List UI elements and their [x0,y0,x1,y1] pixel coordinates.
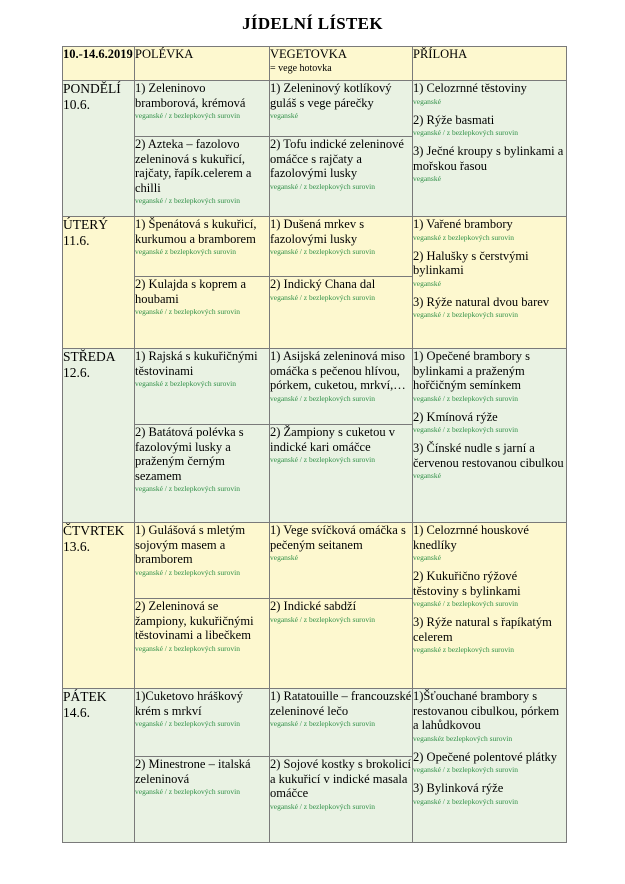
veg-item [270,137,412,192]
diet-note: veganské z bezlepkových surovin [413,232,515,242]
dish-name: 1) Dušená mrkev s fazolovými lusky [270,217,365,246]
diet-note: veganské z bezlepkových surovin [135,379,237,388]
day-name: PONDĚLÍ [63,81,121,96]
dish-name: 1) Vege svíčková omáčka s pečeným seitanem [270,523,406,552]
soup-item [135,757,269,797]
day-label-cell [63,217,135,349]
day-name: ČTVRTEK [63,523,125,538]
dish-name: 2) Kukuřično rýžové těstoviny s bylinkami [413,569,521,598]
day-label-cell [63,523,135,689]
side-item [413,81,566,107]
diet-note: veganské / z bezlepkových surovin [135,196,240,205]
soup-item [135,217,269,257]
diet-note: veganské / z bezlepkových surovin [413,128,518,137]
diet-note: veganské / z bezlepkových surovin [413,393,518,403]
dish-name: 2) Kmínová rýže [413,409,498,424]
soup-cell [135,137,270,217]
soup-item [135,137,269,206]
veg-cell [270,425,413,523]
dish-name: 3) Rýže natural s řapíkatým celerem [413,615,552,644]
dish-name: 2) Sojové kostky s brokolicí a kukuřicí v indické masala omáčce [270,757,411,800]
veg-item [270,523,412,563]
soup-cell [135,599,270,689]
diet-note: veganské / z bezlepkových surovin [270,247,375,256]
day-row [63,81,567,137]
dish-name: 3) Čínské nudle s jarní a červenou restovanou cibulkou [413,441,564,470]
diet-note: veganské [270,111,298,120]
side-cell [413,349,567,523]
veg-cell [270,689,413,757]
dish-name: 1) Rajská s kukuřičnými těstovinami [135,349,258,378]
veg-item [270,425,412,465]
soup-cell [135,523,270,599]
dish-name: 2) Minestrone – italská zeleninová [135,757,251,786]
diet-note: veganské [270,553,298,562]
side-item [413,410,566,436]
diet-note: veganské / z bezlepkových surovin [135,307,240,316]
side-item [413,113,566,139]
dish-name: 2) Kulajda s koprem a houbami [135,277,247,306]
dish-name: 3) Ječné kroupy s bylinkami a mořskou řasou [413,144,564,173]
side-header: PŘÍLOHA [413,47,567,81]
veg-header-sub: = vege hotovka [270,63,332,74]
soup-cell [135,81,270,137]
dish-name: 1) Špenátová s kukuřicí, kurkumou a bramborem [135,217,257,246]
side-item [413,249,566,289]
side-item [413,750,566,776]
day-row [63,689,567,757]
dish-name: 1) Opečené brambory s bylinkami a praženým hořčičným semínkem [413,349,530,392]
dish-name: 3) Rýže natural dvou barev [413,294,550,309]
veg-item [270,349,412,404]
diet-note: veganské z bezlepkových surovin [413,645,515,654]
diet-note: veganské / z bezlepkových surovin [413,796,518,806]
diet-note: veganské / z bezlepkových surovin [135,787,240,796]
day-name: STŘEDA [63,349,116,364]
dish-name: 2) Indický Chana dal [270,277,376,291]
dish-name: 1) Vařené brambory [413,217,513,231]
diet-note: veganské / z bezlepkových surovin [135,719,240,728]
dish-name: 2) Azteka – fazolovo zeleninová s kukuřicí, rajčaty, řapík.celerem a chilli [135,137,252,195]
diet-note: veganské [413,553,441,562]
day-row [63,349,567,425]
side-item [413,295,566,321]
diet-note: veganské z bezlepkových surovin [135,247,237,256]
date-range-cell: 10.-14.6.2019 [63,47,135,81]
diet-note: veganské [413,174,441,183]
veg-header: VEGETOVKA = vege hotovka [270,47,413,81]
side-item [413,689,566,744]
diet-note: veganské [413,278,441,288]
dish-name: 1) Zeleninovo bramborová, krémová [135,81,246,110]
dish-name: 1)Cuketovo hráškový krém s mrkví [135,689,243,718]
soup-cell [135,757,270,843]
day-label-cell [63,689,135,843]
dish-name: 1) Gulášová s mletým sojovým masem a bramborem [135,523,246,566]
veg-item [270,81,412,121]
veg-item [270,277,412,303]
veg-item [270,217,412,257]
soup-item [135,425,269,494]
diet-note: veganskéz bezlepkových surovin [413,733,513,743]
dish-name: 2) Žampiony s cuketou v indické kari omáčce [270,425,395,454]
day-date: 12.6. [63,365,90,380]
diet-note: veganské / z bezlepkových surovin [135,643,240,653]
soup-item [135,277,269,317]
diet-note: veganské / z bezlepkových surovin [413,599,518,608]
diet-note: veganské / z bezlepkových surovin [413,425,518,434]
soup-cell [135,349,270,425]
menu-title: JÍDELNÍ LÍSTEK [242,14,383,33]
side-item [413,217,566,243]
side-item [413,441,566,481]
dish-name: 1) Celozrnné těstoviny [413,81,527,95]
side-cell [413,217,567,349]
dish-name: 2) Indické sabdží [270,599,357,613]
diet-note: veganské / z bezlepkových surovin [413,765,518,774]
dish-name: 2) Halušky s čerstvými bylinkami [413,248,529,277]
side-item [413,615,566,655]
diet-note: veganské / z bezlepkových surovin [413,310,518,319]
soup-item [135,689,269,729]
diet-note: veganské / z bezlepkových surovin [135,567,240,577]
soup-cell [135,277,270,349]
side-item [413,349,566,404]
dish-name: 1) Asijská zeleninová miso omáčka s pečenou hlívou, pórkem, cuketou, mrkví,… [270,349,406,392]
header-row [63,47,567,81]
day-label-cell [63,81,135,217]
dish-name: 1) Ratatouille – francouzské zeleninové lečo [270,689,412,718]
side-cell [413,689,567,843]
dish-name: 2) Batátová polévka s fazolovými lusky a praženým černým sezamem [135,425,244,483]
soup-item [135,523,269,578]
day-date: 10.6. [63,97,90,112]
veg-cell [270,599,413,689]
menu-table [62,46,567,843]
veg-cell [270,137,413,217]
diet-note: veganské / z bezlepkových surovin [270,614,375,624]
diet-note: veganské / z bezlepkových surovin [270,393,375,403]
diet-note: veganské [413,471,441,480]
soup-cell [135,425,270,523]
diet-note: veganské / z bezlepkových surovin [270,292,375,302]
dish-name: 2) Rýže basmati [413,112,495,127]
diet-note: veganské / z bezlepkových surovin [270,801,375,811]
side-item [413,523,566,563]
veg-cell [270,217,413,277]
soup-header: POLÉVKA [135,47,270,81]
day-date: 11.6. [63,233,90,248]
soup-cell [135,689,270,757]
day-date: 14.6. [63,705,90,720]
veg-item [270,689,412,729]
dish-name: 2) Tofu indické zeleninové omáčce s rajčaty a fazolovými lusky [270,137,404,180]
diet-note: veganské / z bezlepkových surovin [270,181,375,191]
dish-name: 3) Bylinková rýže [413,781,504,795]
veg-cell [270,523,413,599]
soup-item [135,349,269,389]
day-name: PÁTEK [63,689,107,704]
veg-cell [270,349,413,425]
side-cell [413,523,567,689]
dish-name: 1)Šťouchané brambory s restovanou cibulkou, pórkem a lahůdkovou [413,689,560,732]
diet-note: veganské / z bezlepkových surovin [270,455,375,464]
veg-cell [270,277,413,349]
diet-note: veganské / z bezlepkových surovin [135,484,240,493]
diet-note: veganské [413,96,441,106]
side-cell [413,81,567,217]
day-name: ÚTERÝ [63,217,108,232]
soup-item [135,599,269,654]
dish-name: 1) Zeleninový kotlíkový guláš s vege párečky [270,81,392,110]
dish-name: 1) Celozrnné houskové knedlíky [413,523,529,552]
side-item [413,569,566,609]
soup-item [135,81,269,121]
veg-item [270,757,412,812]
veg-item [270,599,412,625]
diet-note: veganské / z bezlepkových surovin [270,719,375,728]
side-item [413,781,566,807]
veg-cell [270,81,413,137]
soup-cell [135,217,270,277]
diet-note: veganské / z bezlepkových surovin [135,111,240,120]
day-date: 13.6. [63,539,90,554]
day-label-cell [63,349,135,523]
dish-name: 2) Zeleninová se žampiony, kukuřičnými těstovinami a libečkem [135,599,254,642]
veg-cell [270,757,413,843]
day-row [63,217,567,277]
day-row [63,523,567,599]
side-item [413,144,566,184]
dish-name: 2) Opečené polentové plátky [413,749,558,764]
